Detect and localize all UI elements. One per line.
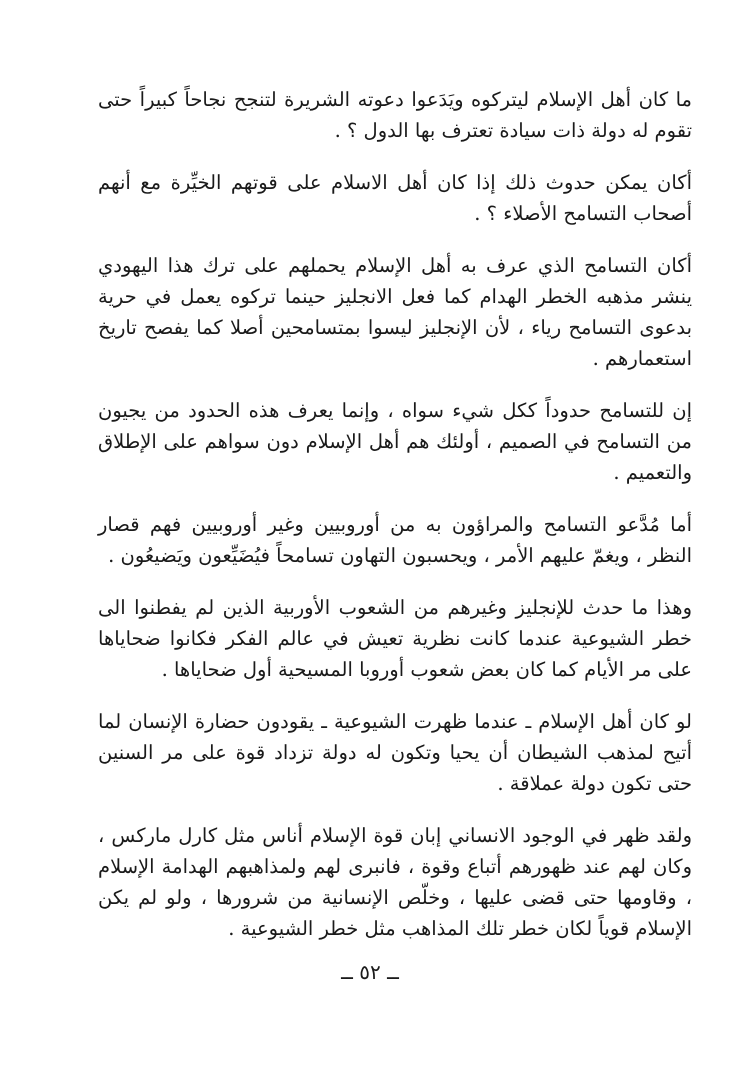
paragraph-7: لو كان أهل الإسلام ـ عندما ظهرت الشيوعية ـ يقودون حضارة الإنسان لما أتيح لمذهب الشيطان أن يحيا وتكون له دولة تزداد قوة على مر السنين حتى تكون دولة عملاقة . <box>98 710 692 795</box>
page-number: ــ ٥٢ ــ <box>341 960 399 984</box>
body-text <box>98 84 692 965</box>
paragraph-8: ولقد ظهر في الوجود الانساني إبان قوة الإسلام أناس مثل كارل ماركس ، وكان لهم عند ظهورهم أتباع وقوة ، فانبرى لهم ولمذاهبهم الهدامة الإسلام ، وقاومها حتى قضى عليها ، وخلّص الإنسانية من شرورها ، ولو لم يكن الإسلام قوياً لكان خطر تلك المذاهب مثل خطر الشيوعية . <box>98 824 692 940</box>
paragraph-2: أكان يمكن حدوث ذلك إذا كان أهل الاسلام على قوتهم الخيِّرة مع أنهم أصحاب التسامح الأصلاء ؟ . <box>98 171 692 225</box>
paragraph-6: وهذا ما حدث للإنجليز وغيرهم من الشعوب الأوربية الذين لم يفطنوا الى خطر الشيوعية عندما كانت نظرية تعيش في عالم الفكر فكانوا ضحاياها على مر الأيام كما كان بعض شعوب أوروبا المسيحية أول ضحاياها . <box>98 596 692 681</box>
paragraph-4: إن للتسامح حدوداً ككل شيء سواه ، وإنما يعرف هذه الحدود من يجيون من التسامح في الصميم ، أولئك هم أهل الإسلام دون سواهم على الإطلاق والتعميم . <box>98 399 692 484</box>
paragraph-1: ما كان أهل الإسلام ليتركوه ويَدَعوا دعوته الشريرة لتنجح نجاحاً كبيراً حتى تقوم له دولة ذات سيادة تعترف بها الدول ؟ . <box>98 88 692 142</box>
paragraph-5: أما مُدَّعو التسامح والمراؤون به من أوروبيين وغير أوروبيين فهم قصار النظر ، ويغمّ عليهم الأمر ، ويحسبون التهاون تسامحاً فيُضَيِّعون ويَضيعُون . <box>98 513 692 567</box>
paragraph-3: أكان التسامح الذي عرف به أهل الإسلام يحملهم على ترك هذا اليهودي ينشر مذهبه الخطر الهدام كما فعل الانجليز حينما تركوه يعمل في حرية بدعوى التسامح رياء ، لأن الإنجليز ليسوا بمتسامحين أصلا كما يفصح تاريخ استعمارهم . <box>98 254 692 370</box>
